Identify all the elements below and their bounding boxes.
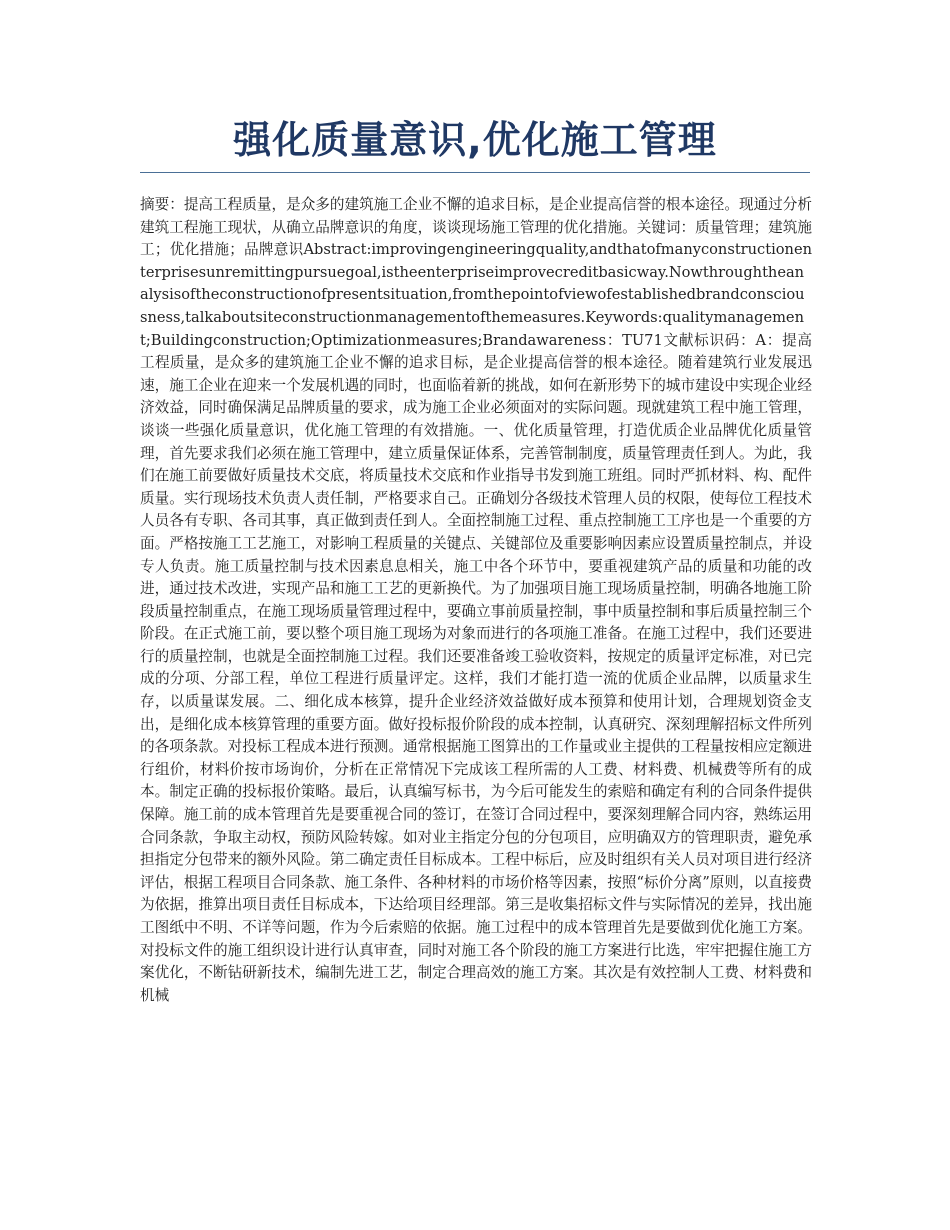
title-underline-divider bbox=[140, 172, 810, 173]
document-title: 强化质量意识,优化施工管理 bbox=[233, 118, 717, 162]
document-body-text: 摘要：提高工程质量，是众多的建筑施工企业不懈的追求目标，是企业提高信誉的根本途径。现通过分析建筑工程施工现状，从确立品牌意识的角度，谈谈现场施工管理的优化措施。关键词：质量管理；建筑施工；优化措施；品牌意识Abstract:improvingengineeringquality,andthatofmanyconstructionenterprisesunremittingpursuegoal,istheenterpriseimprovecreditbasicway.Nowthroughtheanalysisoftheconstructionofpresentsituation,fromthepointofviewofestablishedbrandconsciousness,talkaboutsiteconstructionmanagementofthemeasures.Keywords:qualitymanagement;Buildingconstruction;Optimizationmeasures;Brandawareness：TU71文献标识码：A：提高工程质量，是众多的建筑施工企业不懈的追求目标，是企业提高信誉的根本途径。随着建筑行业发展迅速，施工企业在迎来一个发展机遇的同时，也面临着新的挑战，如何在新形势下的城市建设中实现企业经济效益，同时确保满足品牌质量的要求，成为施工企业必须面对的实际问题。现就建筑工程中施工管理，谈谈一些强化质量意识，优化施工管理的有效措施。一、优化质量管理，打造优质企业品牌优化质量管理，首先要求我们必须在施工管理中，建立质量保证体系，完善管制制度，质量管理责任到人。为此，我们在施工前要做好质量技术交底，将质量技术交底和作业指导书发到施工班组。同时严抓材料、构、配件质量。实行现场技术负责人责任制，严格要求自己。正确划分各级技术管理人员的权限，使每位工程技术人员各有专职、各司其事，真正做到责任到人。全面控制施工过程、重点控制施工工序也是一个重要的方面。严格按施工工艺施工，对影响工程质量的关键点、关键部位及重要影响因素应设置质量控制点，并设专人负责。施工质量控制与技术因素息息相关，施工中各个环节中，要重视建筑产品的质量和功能的改进，通过技术改进，实现产品和施工工艺的更新换代。为了加强项目施工现场质量控制，明确各地施工阶段质量控制重点，在施工现场质量管理过程中，要确立事前质量控制，事中质量控制和事后质量控制三个阶段。在正式施工前，要以整个项目施工现场为对象而进行的各项施工准备。在施工过程中，我们还要进行的质量控制，也就是全面控制施工过程。我们还要准备竣工验收资料，按规定的质量评定标准，对已完成的分项、分部工程，单位工程进行质量评定。这样，我们才能打造一流的优质企业品牌，以质量求生存，以质量谋发展。二、细化成本核算，提升企业经济效益做好成本预算和使用计划，合理规划资金支出，是细化成本核算管理的重要方面。做好投标报价阶段的成本控制，认真研究、深刻理解招标文件所列的各项条款。对投标工程成本进行预测。通常根据施工图算出的工作量或业主提供的工程量按相应定额进行组价，材料价按市场询价，分析在正常情况下完成该工程所需的人工费、材料费、机械费等所有的成本。制定正确的投标报价策略。最后，认真编写标书，为今后可能发生的索赔和确定有利的合同条件提供保障。施工前的成本管理首先是要重视合同的签订，在签订合同过程中，要深刻理解合同内容，熟练运用合同条款，争取主动权，预防风险转嫁。如对业主指定分包的分包项目，应明确双方的管理职责，避免承担指定分包带来的额外风险。第二确定责任目标成本。工程中标后，应及时组织有关人员对项目进行经济评估，根据工程项目合同条款、施工条件、各种材料的市场价格等因素，按照“标价分离”原则，以直接费为依据，推算出项目责任目标成本，下达给项目经理部。第三是收集招标文件与实际情况的差异，找出施工图纸中不明、不详等问题，作为今后索赔的依据。施工过程中的成本管理首先是要做到优化施工方案。对投标文件的施工组织设计进行认真审查，同时对施工各个阶段的施工方案进行比选，牢牢把握住施工方案优化，不断钻研新技术，编制先进工艺，制定合理高效的施工方案。其次是有效控制人工费、材料费和机械 bbox=[140, 196, 812, 1004]
